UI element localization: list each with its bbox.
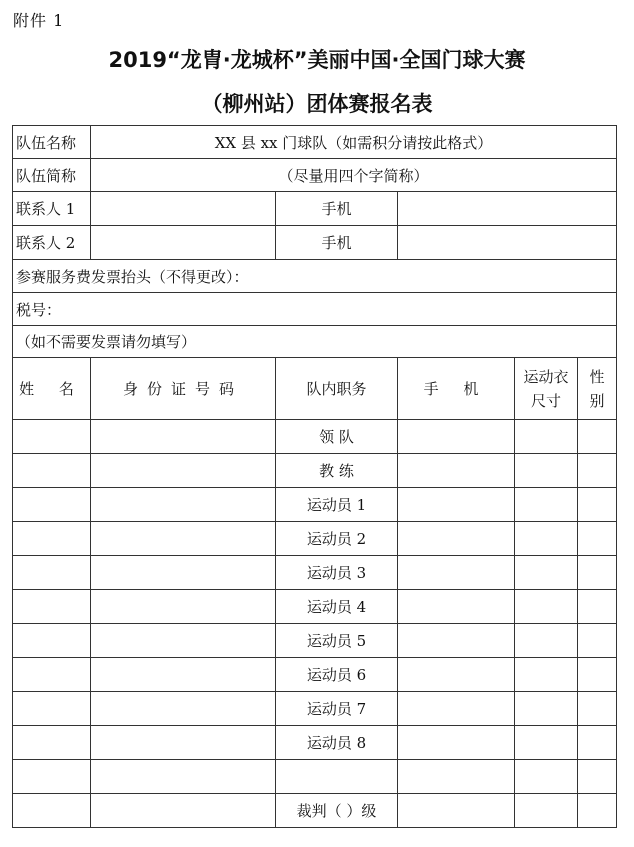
contact1-row bbox=[13, 192, 617, 226]
member-phone-cell[interactable] bbox=[398, 454, 515, 488]
member-id-cell[interactable] bbox=[91, 624, 276, 658]
member-name-cell[interactable] bbox=[13, 488, 91, 522]
tax-id-field[interactable]: 税号： bbox=[13, 293, 617, 326]
member-size-cell[interactable] bbox=[515, 658, 578, 692]
table-row bbox=[13, 794, 617, 828]
team-short-row bbox=[13, 159, 617, 192]
member-role-cell: 运动员 3 bbox=[276, 556, 398, 590]
contact1-phone-label: 手机 bbox=[276, 192, 398, 226]
member-id-cell[interactable] bbox=[91, 454, 276, 488]
member-size-cell[interactable] bbox=[515, 420, 578, 454]
member-gender-cell[interactable] bbox=[578, 488, 617, 522]
member-role-cell: 运动员 4 bbox=[276, 590, 398, 624]
member-name-cell[interactable] bbox=[13, 522, 91, 556]
member-gender-cell[interactable] bbox=[578, 794, 617, 828]
member-gender-cell[interactable] bbox=[578, 726, 617, 760]
member-gender-cell[interactable] bbox=[578, 556, 617, 590]
member-role-cell: 领 队 bbox=[276, 420, 398, 454]
member-name-cell[interactable] bbox=[13, 726, 91, 760]
member-size-cell[interactable] bbox=[515, 522, 578, 556]
col-size-header bbox=[515, 358, 578, 420]
member-role-cell: 运动员 7 bbox=[276, 692, 398, 726]
member-name-cell[interactable] bbox=[13, 454, 91, 488]
col-size-line1: 运动衣 bbox=[523, 367, 569, 386]
member-size-cell[interactable] bbox=[515, 590, 578, 624]
col-id-header: 身份证号码 bbox=[91, 358, 276, 420]
member-gender-cell[interactable] bbox=[578, 454, 617, 488]
member-size-cell[interactable] bbox=[515, 794, 578, 828]
table-row bbox=[13, 726, 617, 760]
table-row bbox=[13, 624, 617, 658]
tax-id-row bbox=[13, 293, 617, 326]
table-row bbox=[13, 692, 617, 726]
col-name-header: 姓 名 bbox=[13, 358, 91, 420]
member-phone-cell[interactable] bbox=[398, 556, 515, 590]
member-id-cell[interactable] bbox=[91, 658, 276, 692]
member-role-cell bbox=[276, 760, 398, 794]
form-subtitle: （柳州站）团体赛报名表 bbox=[201, 92, 433, 116]
member-id-cell[interactable] bbox=[91, 726, 276, 760]
member-name-cell[interactable] bbox=[13, 692, 91, 726]
member-name-cell[interactable] bbox=[13, 590, 91, 624]
member-id-cell[interactable] bbox=[91, 556, 276, 590]
member-phone-cell[interactable] bbox=[398, 726, 515, 760]
table-row bbox=[13, 420, 617, 454]
member-size-cell[interactable] bbox=[515, 760, 578, 794]
member-id-cell[interactable] bbox=[91, 522, 276, 556]
member-id-cell[interactable] bbox=[91, 692, 276, 726]
member-phone-cell[interactable] bbox=[398, 522, 515, 556]
member-name-cell[interactable] bbox=[13, 556, 91, 590]
member-name-cell[interactable] bbox=[13, 794, 91, 828]
member-size-cell[interactable] bbox=[515, 726, 578, 760]
member-phone-cell[interactable] bbox=[398, 488, 515, 522]
col-size-line2: 尺寸 bbox=[530, 391, 561, 410]
invoice-note-row bbox=[13, 326, 617, 358]
member-gender-cell[interactable] bbox=[578, 692, 617, 726]
member-role-cell: 运动员 8 bbox=[276, 726, 398, 760]
col-role-header: 队内职务 bbox=[276, 358, 398, 420]
member-phone-cell[interactable] bbox=[398, 692, 515, 726]
member-size-cell[interactable] bbox=[515, 624, 578, 658]
member-gender-cell[interactable] bbox=[578, 624, 617, 658]
member-size-cell[interactable] bbox=[515, 692, 578, 726]
member-size-cell[interactable] bbox=[515, 556, 578, 590]
contact2-field[interactable] bbox=[91, 226, 276, 260]
column-header-row bbox=[13, 358, 617, 420]
table-row bbox=[13, 522, 617, 556]
team-name-label: 队伍名称 bbox=[13, 126, 91, 159]
member-phone-cell[interactable] bbox=[398, 760, 515, 794]
invoice-note: （如不需要发票请勿填写） bbox=[13, 326, 617, 358]
contact2-phone-label: 手机 bbox=[276, 226, 398, 260]
member-gender-cell[interactable] bbox=[578, 420, 617, 454]
registration-form bbox=[12, 125, 617, 828]
member-id-cell[interactable] bbox=[91, 590, 276, 624]
member-gender-cell[interactable] bbox=[578, 590, 617, 624]
member-phone-cell[interactable] bbox=[398, 590, 515, 624]
member-role-cell: 教 练 bbox=[276, 454, 398, 488]
contact1-field[interactable] bbox=[91, 192, 276, 226]
member-name-cell[interactable] bbox=[13, 420, 91, 454]
invoice-header-field[interactable]: 参赛服务费发票抬头（不得更改）： bbox=[13, 260, 617, 293]
member-gender-cell[interactable] bbox=[578, 658, 617, 692]
table-row bbox=[13, 488, 617, 522]
member-size-cell[interactable] bbox=[515, 488, 578, 522]
contact1-phone-field[interactable] bbox=[398, 192, 617, 226]
team-short-label: 队伍简称 bbox=[13, 159, 91, 192]
member-phone-cell[interactable] bbox=[398, 794, 515, 828]
member-phone-cell[interactable] bbox=[398, 624, 515, 658]
member-role-cell: 运动员 5 bbox=[276, 624, 398, 658]
member-id-cell[interactable] bbox=[91, 488, 276, 522]
team-name-row bbox=[13, 126, 617, 159]
col-gender-line1: 性 bbox=[589, 367, 605, 386]
member-gender-cell[interactable] bbox=[578, 522, 617, 556]
contact1-label: 联系人 1 bbox=[13, 192, 91, 226]
member-name-cell[interactable] bbox=[13, 658, 91, 692]
col-phone-header: 手 机 bbox=[398, 358, 515, 420]
invoice-header-row bbox=[13, 260, 617, 293]
member-id-cell[interactable] bbox=[91, 760, 276, 794]
member-name-cell[interactable] bbox=[13, 624, 91, 658]
member-name-cell[interactable] bbox=[13, 760, 91, 794]
table-row bbox=[13, 556, 617, 590]
member-id-cell[interactable] bbox=[91, 794, 276, 828]
contact2-phone-field[interactable] bbox=[398, 226, 617, 260]
contact2-label: 联系人 2 bbox=[13, 226, 91, 260]
col-gender-line2: 别 bbox=[589, 391, 605, 410]
team-name-field[interactable]: XX 县 xx 门球队（如需积分请按此格式） bbox=[91, 126, 617, 159]
member-rows bbox=[13, 420, 617, 828]
member-gender-cell[interactable] bbox=[578, 760, 617, 794]
member-role-cell: 运动员 1 bbox=[276, 488, 398, 522]
member-phone-cell[interactable] bbox=[398, 658, 515, 692]
member-role-cell: 裁判（ ）级 bbox=[276, 794, 398, 828]
member-role-cell: 运动员 2 bbox=[276, 522, 398, 556]
member-id-cell[interactable] bbox=[91, 420, 276, 454]
table-row bbox=[13, 454, 617, 488]
member-size-cell[interactable] bbox=[515, 454, 578, 488]
table-row bbox=[13, 590, 617, 624]
form-title: 2019“龙胄·龙城杯”美丽中国·全国门球大赛 bbox=[108, 48, 526, 72]
member-role-cell: 运动员 6 bbox=[276, 658, 398, 692]
contact2-row bbox=[13, 226, 617, 260]
table-row bbox=[13, 760, 617, 794]
member-phone-cell[interactable] bbox=[398, 420, 515, 454]
col-gender-header bbox=[578, 358, 617, 420]
attachment-label: 附件 1 bbox=[13, 11, 65, 30]
team-short-field[interactable]: （尽量用四个字简称） bbox=[91, 159, 617, 192]
table-row bbox=[13, 658, 617, 692]
